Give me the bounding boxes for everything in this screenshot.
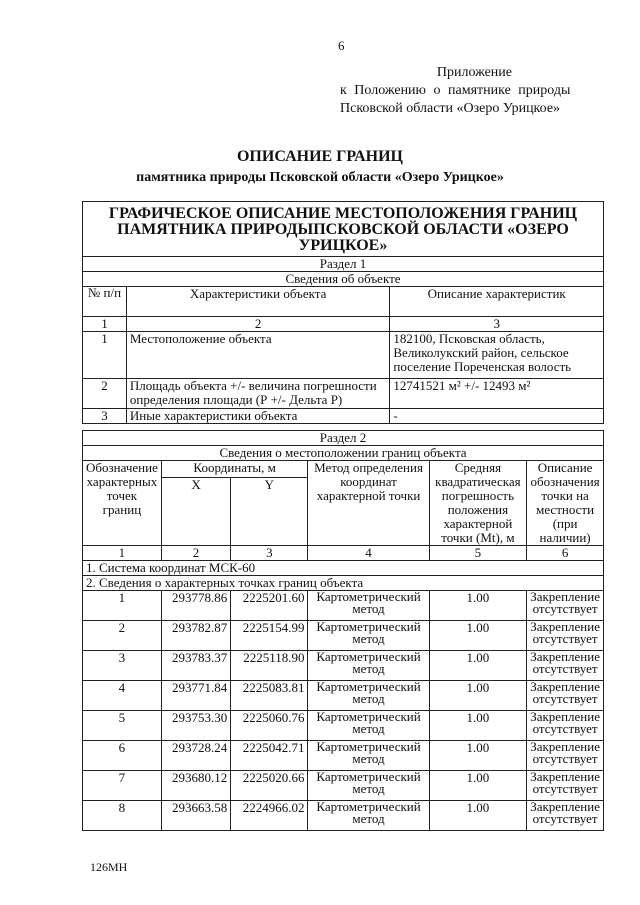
point-method: Картометрический метод [308, 621, 429, 651]
section-1-label: Раздел 1 [83, 257, 604, 272]
table-row [83, 711, 604, 741]
document-subtitle: памятника природы Псковской области «Озеро Урицкое» [136, 170, 504, 185]
col-marking-header: Описание обозначения точки на местности (при наличии) [527, 461, 604, 546]
row-number: 1 [83, 332, 127, 379]
point-x: 293778.86 [161, 591, 230, 621]
table-row [83, 409, 604, 424]
point-marking: Закрепление отсутствует [527, 651, 604, 681]
point-number: 3 [83, 651, 162, 681]
col-index: 4 [308, 546, 429, 561]
point-number: 5 [83, 711, 162, 741]
point-marking: Закрепление отсутствует [527, 591, 604, 621]
col-index: 6 [527, 546, 604, 561]
point-y: 2225042.71 [231, 741, 308, 771]
col-coordinates-header: Координаты, м [161, 461, 308, 478]
table-row [83, 591, 604, 621]
col-index: 1 [83, 546, 162, 561]
section-2-label: Раздел 2 [83, 431, 604, 446]
point-number: 8 [83, 801, 162, 831]
point-error: 1.00 [429, 651, 527, 681]
boundary-points-table [82, 430, 604, 831]
document-title: ОПИСАНИЕ ГРАНИЦ [236, 148, 403, 165]
point-error: 1.00 [429, 771, 527, 801]
table-row [83, 801, 604, 831]
row-description: 182100, Псковская область, Великолукский район, сельское поселение Пореченская волость [390, 332, 604, 379]
row-characteristic: Площадь объекта +/- величина погрешности определения площади (Р +/- Дельта Р) [126, 379, 389, 409]
col-index: 3 [231, 546, 308, 561]
point-method: Картометрический метод [308, 771, 429, 801]
point-y: 2224966.02 [231, 801, 308, 831]
point-y: 2225154.99 [231, 621, 308, 651]
col-y-header: Y [231, 478, 308, 546]
coordinate-system-row: 1. Система координат МСК-60 [83, 561, 604, 576]
point-error: 1.00 [429, 741, 527, 771]
heading-line-2: ПАМЯТНИКА ПРИРОДЫПСКОВСКОЙ ОБЛАСТИ «ОЗЕРО УРИЦКОЕ» [117, 221, 569, 254]
point-marking: Закрепление отсутствует [527, 621, 604, 651]
col-description-header: Описание характеристик [390, 287, 604, 317]
appendix-block [340, 64, 602, 118]
row-characteristic: Местоположение объекта [126, 332, 389, 379]
point-x: 293782.87 [161, 621, 230, 651]
graphic-description-heading [83, 202, 604, 257]
row-description: - [390, 409, 604, 424]
col-characteristics-header: Характеристики объекта [126, 287, 389, 317]
col-index: 3 [390, 317, 604, 332]
appendix-line-1: Приложение [436, 65, 512, 80]
point-error: 1.00 [429, 681, 527, 711]
point-y: 2225083.81 [231, 681, 308, 711]
point-y: 2225020.66 [231, 771, 308, 801]
point-method: Картометрический метод [308, 651, 429, 681]
section-1-title: Сведения об объекте [83, 272, 604, 287]
point-error: 1.00 [429, 621, 527, 651]
point-method: Картометрический метод [308, 741, 429, 771]
col-point-header: Обозначение характерных точек границ [83, 461, 162, 546]
row-number: 3 [83, 409, 127, 424]
point-x: 293728.24 [161, 741, 230, 771]
table-row [83, 771, 604, 801]
point-x: 293753.30 [161, 711, 230, 741]
table-row [83, 651, 604, 681]
col-error-header: Средняя квадратическая погрешность положения характерной точки (Mt), м [429, 461, 527, 546]
point-x: 293783.37 [161, 651, 230, 681]
point-y: 2225118.90 [231, 651, 308, 681]
point-y: 2225060.76 [231, 711, 308, 741]
point-error: 1.00 [429, 591, 527, 621]
appendix-line-3: Псковской области «Озеро Урицкое» [340, 101, 561, 116]
col-index: 1 [83, 317, 127, 332]
point-number: 2 [83, 621, 162, 651]
appendix-line-2: к Положению о памятнике природы [340, 83, 571, 98]
point-marking: Закрепление отсутствует [527, 681, 604, 711]
point-marking: Закрепление отсутствует [527, 771, 604, 801]
row-characteristic: Иные характеристики объекта [126, 409, 389, 424]
table-row [83, 681, 604, 711]
point-number: 1 [83, 591, 162, 621]
page-number: 6 [338, 38, 345, 53]
point-x: 293771.84 [161, 681, 230, 711]
heading-line-1: ГРАФИЧЕСКОЕ ОПИСАНИЕ МЕСТОПОЛОЖЕНИЯ ГРАНИЦ [108, 205, 578, 222]
point-x: 293663.58 [161, 801, 230, 831]
point-number: 6 [83, 741, 162, 771]
point-method: Картометрический метод [308, 681, 429, 711]
points-title-row: 2. Сведения о характерных точках границ объекта [83, 576, 604, 591]
point-method: Картометрический метод [308, 801, 429, 831]
col-index: 5 [429, 546, 527, 561]
point-y: 2225201.60 [231, 591, 308, 621]
point-number: 7 [83, 771, 162, 801]
point-method: Картометрический метод [308, 591, 429, 621]
table-row [83, 621, 604, 651]
row-description: 12741521 м² +/- 12493 м² [390, 379, 604, 409]
point-marking: Закрепление отсутствует [527, 741, 604, 771]
point-marking: Закрепление отсутствует [527, 801, 604, 831]
col-index: 2 [126, 317, 389, 332]
point-error: 1.00 [429, 801, 527, 831]
col-index: 2 [161, 546, 230, 561]
col-x-header: X [161, 478, 230, 546]
section-2-title: Сведения о местоположении границ объекта [83, 446, 604, 461]
point-x: 293680.12 [161, 771, 230, 801]
table-row [83, 332, 604, 379]
object-info-table [82, 201, 604, 424]
point-method: Картометрический метод [308, 711, 429, 741]
table-row [83, 741, 604, 771]
col-number-header: № п/п [83, 287, 127, 317]
point-marking: Закрепление отсутствует [527, 711, 604, 741]
footer-code: 126МН [90, 860, 128, 874]
col-method-header: Метод определения координат характерной точки [308, 461, 429, 546]
point-number: 4 [83, 681, 162, 711]
row-number: 2 [83, 379, 127, 409]
point-error: 1.00 [429, 711, 527, 741]
table-row [83, 379, 604, 409]
